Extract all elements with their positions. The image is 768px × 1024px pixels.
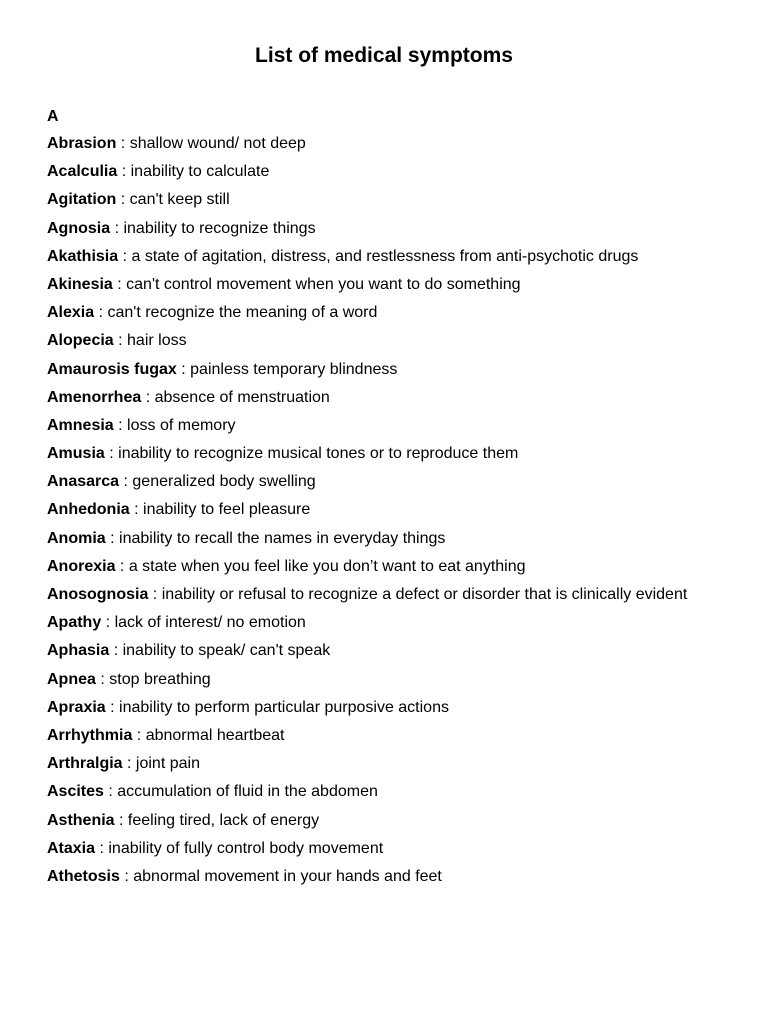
symptom-definition: inability to speak/ can't speak: [122, 642, 331, 660]
term-separator: :: [114, 811, 128, 829]
symptom-term: Anasarca: [47, 473, 120, 491]
section-letter-heading: A: [47, 108, 59, 125]
term-separator: :: [141, 388, 155, 406]
symptom-entry: [47, 557, 737, 577]
term-separator: :: [113, 332, 128, 350]
term-separator: :: [129, 501, 144, 519]
symptom-definition: inability to perform particular purposive actions: [119, 698, 449, 716]
symptom-definition: painless temporary blindness: [190, 360, 398, 378]
symptom-entry: [47, 754, 737, 774]
symptom-entry: [47, 162, 737, 182]
term-separator: :: [132, 726, 146, 744]
symptom-definition: feeling tired, lack of energy: [127, 811, 320, 829]
symptom-term: Akathisia: [47, 247, 119, 265]
symptom-term: Ataxia: [47, 839, 96, 857]
symptom-entry: [47, 331, 737, 351]
symptom-entry: [47, 303, 737, 323]
symptom-definition: inability or refusal to recognize a defect or disorder that is clinically evident: [161, 586, 688, 603]
term-separator: :: [122, 755, 136, 773]
symptom-term: Agnosia: [47, 219, 111, 237]
symptom-definition: generalized body swelling: [132, 473, 316, 491]
symptom-term: Acalculia: [47, 163, 118, 181]
symptom-definition: absence of menstruation: [154, 388, 330, 406]
term-separator: :: [109, 642, 123, 660]
term-separator: :: [95, 670, 110, 688]
term-separator: :: [110, 219, 124, 237]
symptom-entry: [47, 416, 737, 436]
symptom-definition: accumulation of fluid in the abdomen: [117, 783, 378, 801]
symptom-term: Asthenia: [47, 811, 115, 829]
symptom-definition: abnormal movement in your hands and feet: [133, 867, 442, 885]
symptom-entry: [47, 670, 737, 690]
symptom-entry: [47, 641, 737, 661]
symptom-definition: inability of fully control body movement: [108, 839, 384, 857]
symptom-term: Apraxia: [47, 698, 106, 716]
symptom-definition: inability to recognize things: [123, 219, 316, 237]
symptom-term: Akinesia: [47, 275, 113, 293]
symptom-entry: [47, 529, 737, 549]
symptom-entry: [47, 613, 737, 633]
symptom-term: Anomia: [47, 529, 106, 547]
symptom-definition: hair loss: [127, 332, 187, 350]
symptom-definition: can't keep still: [129, 191, 230, 209]
symptom-definition: inability to recognize musical tones or to reproduce them: [118, 445, 519, 463]
term-separator: :: [116, 135, 130, 152]
symptom-definition: stop breathing: [109, 670, 211, 688]
term-separator: :: [105, 698, 120, 716]
symptom-definition: loss of memory: [127, 416, 236, 434]
symptom-term: Amusia: [47, 445, 105, 463]
term-separator: :: [112, 275, 127, 293]
term-separator: :: [105, 529, 120, 547]
symptom-term: Anorexia: [47, 557, 116, 575]
symptom-definition: a state of agitation, distress, and restlessness from anti-psychotic drugs: [131, 247, 639, 265]
page-title: List of medical symptoms: [255, 44, 513, 67]
symptom-definition: inability to feel pleasure: [143, 501, 311, 519]
symptom-entry: [47, 190, 737, 210]
symptom-term: Ascites: [47, 783, 104, 801]
symptom-definition: lack of interest/ no emotion: [114, 614, 306, 632]
symptom-term: Apnea: [47, 670, 96, 688]
term-separator: :: [116, 191, 130, 209]
symptom-entry: [47, 698, 737, 718]
symptom-entry: [47, 388, 737, 408]
symptom-term: Amnesia: [47, 416, 114, 434]
term-separator: :: [119, 867, 134, 885]
term-separator: :: [115, 557, 129, 575]
term-separator: :: [113, 416, 128, 434]
symptom-term: Athetosis: [47, 867, 120, 885]
symptom-definition: shallow wound/ not deep: [129, 135, 306, 152]
term-separator: :: [101, 614, 115, 632]
term-separator: :: [104, 445, 119, 463]
symptom-entry: [47, 811, 737, 831]
symptom-definition: can't control movement when you want to do something: [126, 275, 521, 293]
symptom-term: Alopecia: [47, 332, 114, 350]
term-separator: :: [176, 360, 191, 378]
symptom-term: Anhedonia: [47, 501, 130, 519]
symptom-term: Amaurosis fugax: [47, 360, 177, 378]
symptom-entry: [47, 782, 737, 802]
symptom-definition: can't recognize the meaning of a word: [107, 304, 378, 322]
symptom-definition: a state when you feel like you don’t want to eat anything: [128, 557, 526, 575]
symptom-entry: [47, 134, 737, 154]
symptom-definition: inability to calculate: [130, 163, 270, 181]
symptom-list: [47, 134, 737, 895]
symptom-term: Arthralgia: [47, 755, 123, 773]
symptom-term: Agitation: [47, 191, 117, 209]
symptom-term: Aphasia: [47, 642, 110, 660]
symptom-definition: abnormal heartbeat: [145, 726, 285, 744]
term-separator: :: [118, 247, 132, 265]
symptom-entry: [47, 867, 737, 887]
term-separator: :: [95, 839, 109, 857]
symptom-definition: joint pain: [135, 755, 200, 773]
symptom-entry: [47, 726, 737, 746]
symptom-term: Alexia: [47, 304, 95, 322]
symptom-entry: [47, 247, 737, 267]
symptom-entry: [47, 219, 737, 239]
symptom-term: Anosognosia: [47, 586, 149, 603]
symptom-entry: [47, 500, 737, 520]
symptom-term: Amenorrhea: [47, 388, 142, 406]
symptom-definition: inability to recall the names in everyday things: [119, 529, 446, 547]
symptom-entry: [47, 472, 737, 492]
symptom-entry: [47, 839, 737, 859]
symptom-entry: [47, 585, 737, 605]
term-separator: :: [119, 473, 133, 491]
term-separator: :: [103, 783, 118, 801]
symptom-term: Apathy: [47, 614, 102, 632]
term-separator: :: [117, 163, 131, 181]
symptom-entry: [47, 360, 737, 380]
symptom-entry: [47, 444, 737, 464]
term-separator: :: [94, 304, 108, 322]
term-separator: :: [148, 586, 162, 603]
symptom-term: Abrasion: [47, 135, 117, 152]
symptom-term: Arrhythmia: [47, 726, 133, 744]
symptom-entry: [47, 275, 737, 295]
